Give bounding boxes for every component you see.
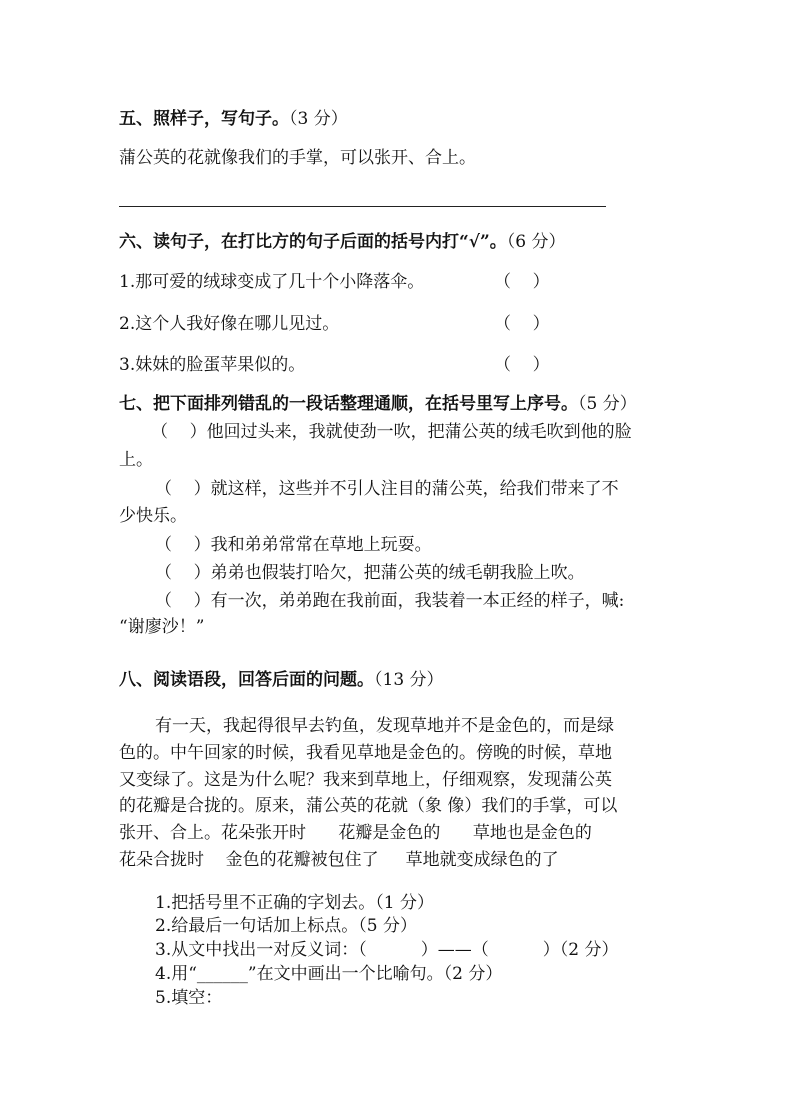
answer-bracket[interactable]: （ ） <box>494 314 550 334</box>
passage-line: 的花瓣是合拢的。原来，蒲公英的花就（象 像）我们的手掌，可以 <box>119 796 618 816</box>
section8-score: （13 分） <box>374 670 444 690</box>
section5-score: （3 分） <box>289 109 348 129</box>
section7-title-text: 七、把下面排列错乱的一段话整理通顺，在括号里写上序号。 <box>119 394 578 414</box>
section7-line: （ ）我和弟弟常常在草地上玩耍。 <box>155 535 432 555</box>
passage-line: 张开、合上。花朵张开时 花瓣是金色的 草地也是金色的 <box>119 823 592 843</box>
section7-line: “谢廖沙！” <box>119 617 205 637</box>
section6-score: （6 分） <box>506 232 566 252</box>
section6-item-text: 1.那可爱的绒球变成了几十个小降落伞。 <box>119 272 425 292</box>
section7-score: （5 分） <box>578 394 637 414</box>
section7-line: （ ）就这样，这些并不引人注目的蒲公英，给我们带来了不 <box>155 479 619 499</box>
section5-title <box>119 111 348 128</box>
section6-title-text: 六、读句子，在打比方的句子后面的括号内打“√”。 <box>119 232 507 252</box>
answer-line[interactable] <box>119 206 606 207</box>
question-item: 5.填空： <box>155 988 223 1008</box>
section6-item-text: 2.这个人我好像在哪儿见过。 <box>119 314 340 334</box>
passage-line: 有一天，我起得很早去钓鱼，发现草地并不是金色的，而是绿 <box>155 716 614 736</box>
section6-item-text: 3.妹妹的脸蛋苹果似的。 <box>119 355 306 375</box>
section7-line: （ ）有一次，弟弟跑在我前面，我装着一本正经的样子，喊: <box>155 591 625 611</box>
passage-line: 色的。中午回家的时候，我看见草地是金色的。傍晚的时候，草地 <box>119 743 612 763</box>
section8-title-text: 八、阅读语段，回答后面的问题。 <box>119 670 374 690</box>
section7-line: 上。 <box>119 450 153 470</box>
answer-bracket[interactable]: （ ） <box>494 272 550 292</box>
answer-bracket[interactable]: （ ） <box>494 355 550 375</box>
section7-line: （ ）弟弟也假装打哈欠，把蒲公英的绒毛朝我脸上吹。 <box>155 563 585 583</box>
question-item: 3.从文中找出一对反义词：（ ）——（ ）（2 分） <box>155 940 619 960</box>
section6-title <box>119 234 565 251</box>
section8-title <box>119 672 444 689</box>
passage-line: 花朵合拢时 金色的花瓣被包住了 草地就变成绿色的了 <box>119 850 559 870</box>
section7-title <box>119 396 637 413</box>
passage-line: 又变绿了。这是为什么呢？我来到草地上，仔细观察，发现蒲公英 <box>119 770 612 790</box>
question-item: 4.用“______”在文中画出一个比喻句。（2 分） <box>155 964 503 984</box>
question-item: 1.把括号里不正确的字划去。（1 分） <box>155 893 434 913</box>
section5-example: 蒲公英的花就像我们的手掌，可以张开、合上。 <box>119 148 476 168</box>
section7-line: 少快乐。 <box>119 506 187 526</box>
question-item: 2.给最后一句话加上标点。（5 分） <box>155 916 417 936</box>
section5-title-text: 五、照样子，写句子。 <box>119 109 289 129</box>
section7-line: （ ）他回过头来，我就使劲一吹，把蒲公英的绒毛吹到他的脸 <box>151 422 632 442</box>
